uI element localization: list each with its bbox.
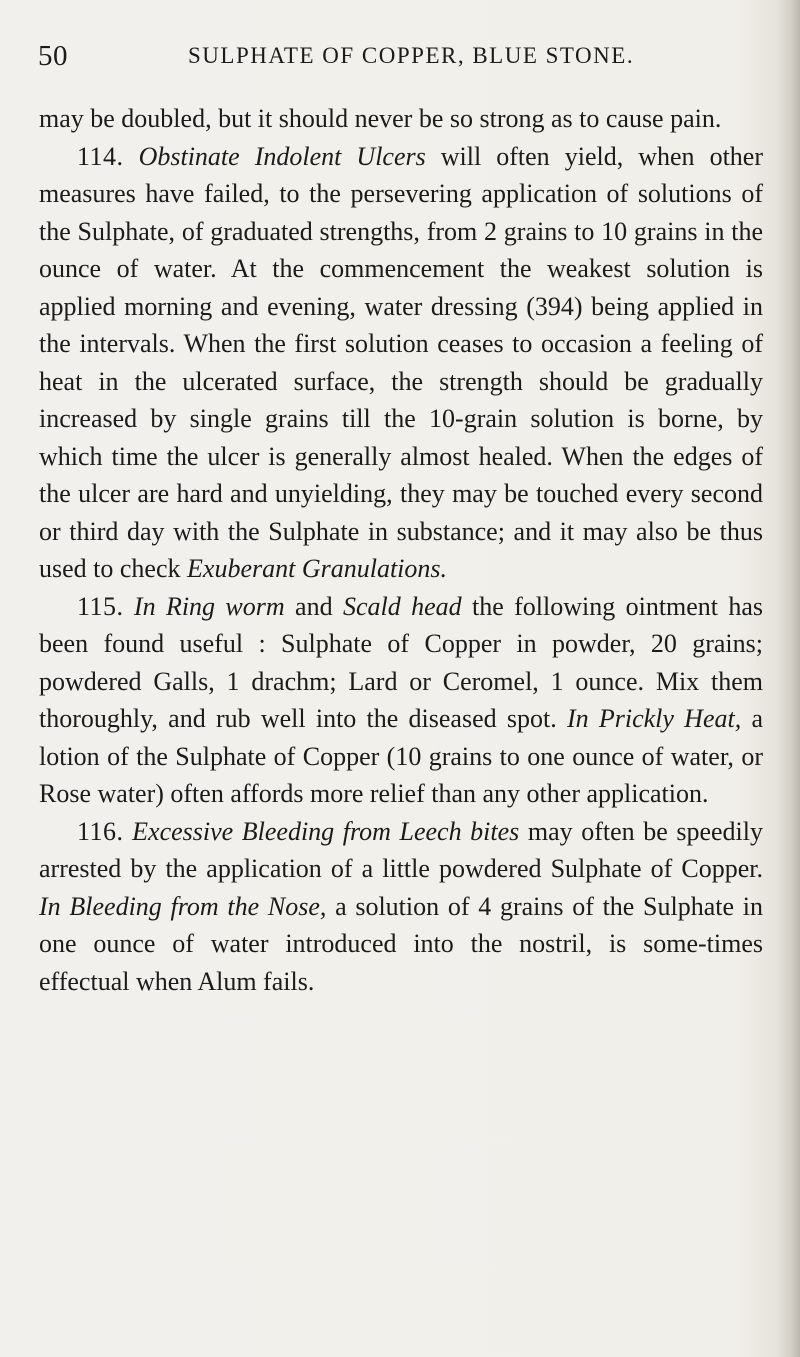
page-edge-shadow: [778, 0, 800, 1357]
paragraph-116: [39, 813, 763, 1001]
italic-heading: Excessive Bleeding from Leech bites: [132, 816, 520, 846]
italic-term: Scald head: [342, 591, 462, 621]
paragraph-number: 114.: [77, 141, 124, 171]
paragraph-text: may often be speedily arrested by the application of a little powdered Sulphate of Copper.: [39, 816, 764, 883]
paragraph-text: a solution of 4 grains of the Sulphate in one ounce of water introduced into the nostril, is some-times effectual when Alum fails.: [39, 891, 763, 996]
paragraph-continuation: [39, 100, 763, 138]
body-text: [39, 100, 763, 1000]
paragraph-number: 116.: [77, 816, 124, 846]
page-header: [38, 40, 758, 80]
italic-term: Exuberant Granulations.: [187, 554, 448, 583]
paragraph-115: [39, 588, 763, 813]
italic-term: In Bleeding from the Nose,: [39, 891, 327, 921]
paragraph-number: 115.: [77, 591, 124, 621]
paragraph-text: will often yield, when other measures have failed, to the persevering application of solutions of the Sulphate, of graduated strengths, from 2 grains to 10 grains in the ounce of water. At the commencement the weakest solution is applied morning and evening, water dressing (394) being applied in the intervals. When the first solution ceases to occasion a feeling of heat in the ulcerated surface, the strength should be gradually increased by single grains till the 10-grain solution is borne, by which time the ulcer is generally almost healed. When the edges of the ulcer are hard and unyielding, they may be touched every second or third day with the Sulphate in substance; and it may also be thus used to check: [39, 141, 764, 583]
paragraph-text: a lotion of the Sulphate of Copper (10 grains to one ounce of water, or Rose water) often affords more relief than any other application.: [39, 704, 764, 808]
paragraph-text: the following ointment has been found useful : Sulphate of Copper in powder, 20 grains; powdered Galls, 1 drachm; Lard or Ceromel, 1 ounce. Mix them thoroughly, and rub well into the diseased spot.: [39, 591, 764, 733]
italic-term: In Prickly Heat,: [566, 704, 742, 733]
italic-heading: Obstinate Indolent Ulcers: [138, 141, 426, 171]
paragraph-114: [39, 138, 763, 588]
page-number: 50: [38, 40, 68, 72]
italic-term: In Ring worm: [133, 591, 285, 621]
running-title: SULPHATE OF COPPER, BLUE STONE.: [188, 43, 635, 68]
paragraph-text: and: [295, 591, 333, 621]
paragraph-text: may be doubled, but it should never be so strong as to cause pain.: [39, 104, 722, 133]
